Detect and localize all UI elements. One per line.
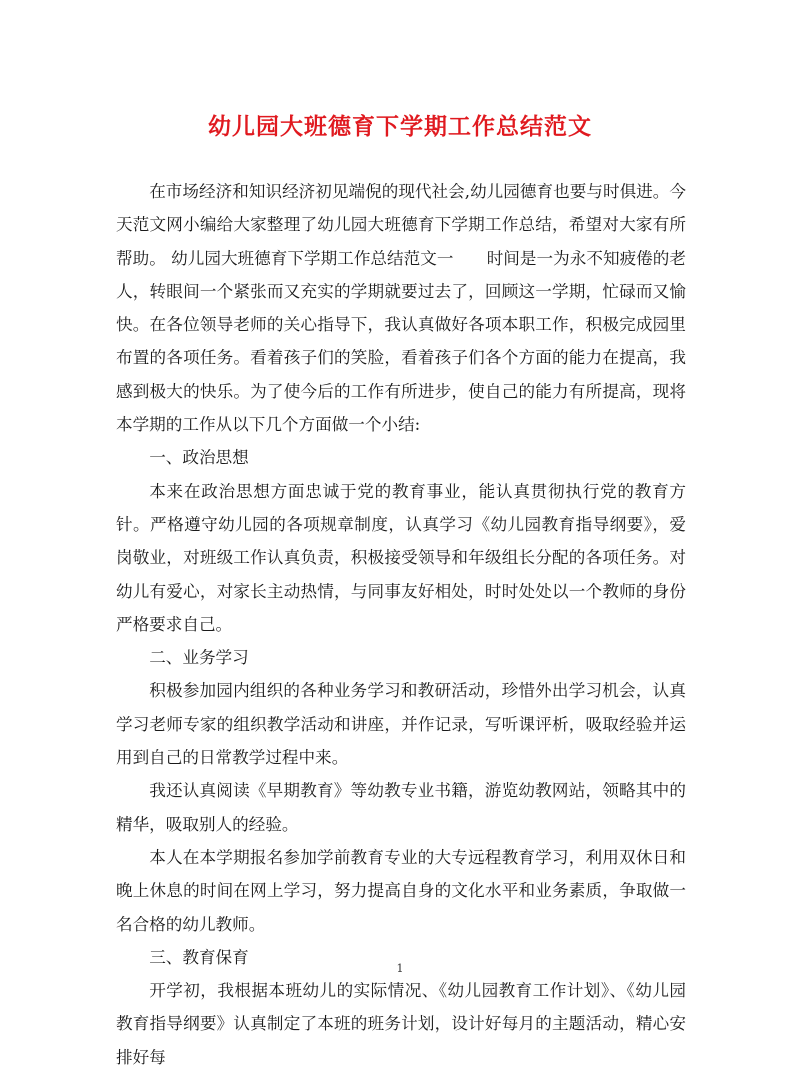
study-paragraph-2: 我还认真阅读《早期教育》等幼教专业书籍，游览幼教网站，领略其中的精华，吸取别人的经验。 <box>116 781 686 834</box>
intro-paragraph: 在市场经济和知识经济初见端倪的现代社会,幼儿园德育也要与时俱进。今天范文网小编给大家整理了幼儿园大班德育下学期工作总结，希望对大家有所帮助。 幼儿园大班德育下学期工作总结范文一 时间是一为永不知疲倦的老人，转眼间一个紧张而又充实的学期就要过去了，回顾这一学期，忙碌而又愉快。在各位领导老师的关心指导下，我认真做好各项本职工作，积极完成园里布置的各项任务。看着孩子们的笑脸，看着孩子们各个方面的能力在提高，我感到极大的快乐。为了使今后的工作有所进步，使自己的能力有所提高，现将本学期的工作从以下几个方面做一个小结: <box>116 182 686 435</box>
section-heading-politics: 一、政治思想 <box>149 448 249 468</box>
document-title: 幼儿园大班德育下学期工作总结范文 <box>208 113 592 140</box>
study-paragraph-1: 积极参加园内组织的各种业务学习和教研活动，珍惜外出学习机会，认真学习老师专家的组织教学活动和讲座，并作记录，写听课评析，吸取经验并运用到自己的日常教学过程中来。 <box>116 681 686 768</box>
section-heading-education: 三、教育保育 <box>149 947 249 967</box>
education-paragraph: 开学初，我根据本班幼儿的实际情况、《幼儿园教育工作计划》、《幼儿园教育指导纲要》认真制定了本班的班务计划，设计好每月的主题活动，精心安排好每 <box>116 981 686 1067</box>
politics-paragraph: 本来在政治思想方面忠诚于党的教育事业，能认真贯彻执行党的教育方针。严格遵守幼儿园的各项规章制度，认真学习《幼儿园教育指导纲要》，爱岗敬业，对班级工作认真负责，积极接受领导和年级组长分配的各项任务。对幼儿有爱心，对家长主动热情，与同事友好相处，时时处处以一个教师的身份严格要求自己。 <box>116 481 686 634</box>
page-number: 1 <box>396 962 404 975</box>
study-paragraph-3: 本人在本学期报名参加学前教育专业的大专远程教育学习，利用双休日和晚上休息的时间在网上学习，努力提高自身的文化水平和业务素质，争取做一名合格的幼儿教师。 <box>116 847 686 934</box>
section-heading-study: 二、业务学习 <box>149 648 249 668</box>
document-body <box>116 175 686 1074</box>
